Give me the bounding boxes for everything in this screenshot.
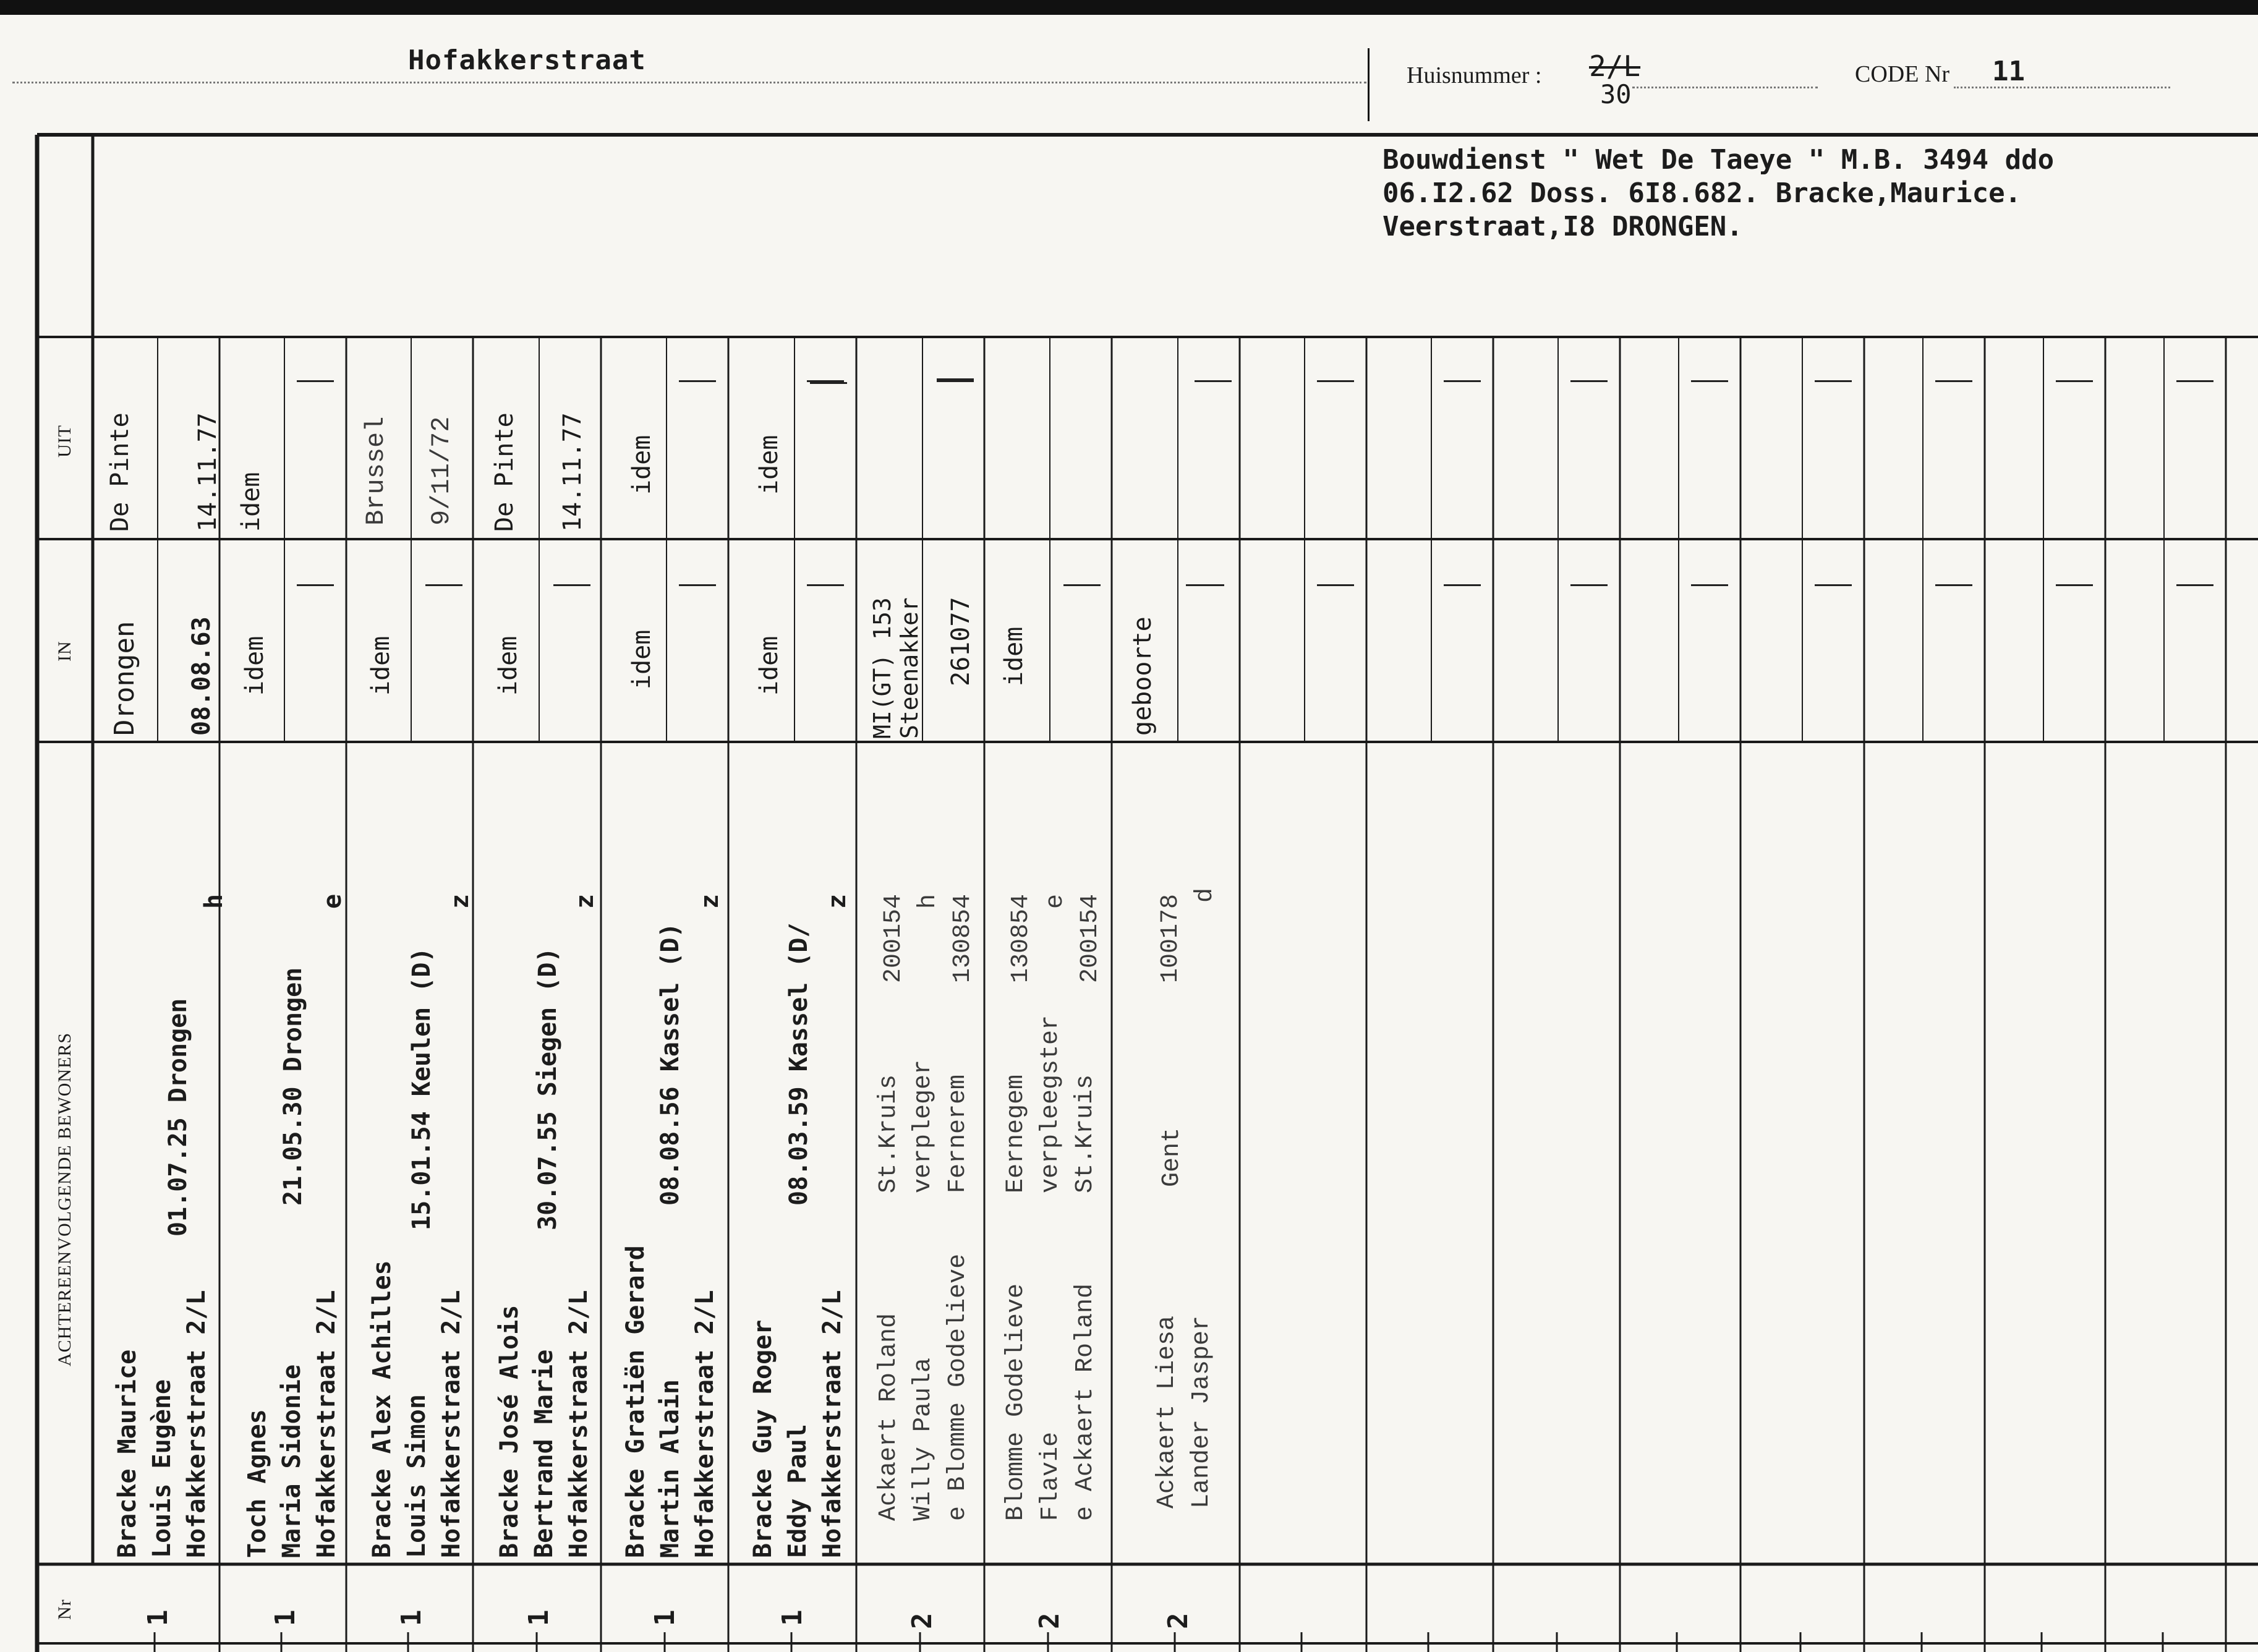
column-header-bewoners: ACHTEREENVOLGENDE BEWONERS [54,1032,75,1366]
resident-name-1: Toch Agnes [243,1409,271,1558]
resident-address: Hofakkerstraat 2/L [312,1290,341,1558]
street-name: Hofakkerstraat [408,45,646,76]
resident-name-1: Blomme Godelieve [1002,1283,1030,1521]
resident-address: Hofakkerstraat 2/L [691,1290,719,1558]
empty-in-dash [1815,584,1852,586]
row-number: 2 [1034,1612,1065,1629]
profession: verpleger [910,1059,937,1193]
uit-date: 14.11.77 [194,412,222,532]
in-place: MI(GT) 153 Steenakker [869,597,923,739]
birth-info: 08.03.59 Kassel (D/ [785,922,813,1206]
resident-name-2: Lander Jasper [1188,1315,1216,1509]
uit-date-dash [297,380,334,382]
in-date-dash [807,584,844,586]
profession: verpleegster [1037,1015,1065,1193]
resident-name-1: Bracke Maurice [113,1349,142,1558]
uit-date: 14.11.77 [558,412,587,532]
birth-place: Gent [1158,1127,1186,1187]
empty-uit-dash [1815,380,1852,382]
empty-uit-dash [1195,380,1232,382]
huisnummer-label: Huisnummer : [1407,62,1542,88]
huisnummer-new: 30 [1600,79,1632,109]
marital-mark: z [823,893,851,909]
empty-in-dash [2056,584,2093,586]
resident-address: Hofakkerstraat 2/L [564,1290,593,1558]
empty-in-dash [1317,584,1354,586]
empty-in-dash [2176,584,2213,586]
spouse-birth-place: Fernerem [944,1074,972,1193]
uit-place: idem [755,435,783,495]
marital-mark: h [914,893,942,909]
empty-in-dash [1935,584,1972,586]
birth-date: 130854 [1007,893,1035,983]
in-place: idem [755,636,783,696]
note-line-3: Veerstraat,I8 DRONGEN. [1382,211,1743,242]
birth-place: Eernegem [1002,1074,1030,1193]
huisnummer-old: 2/L [1589,49,1641,83]
birth-date: 200154 [880,893,908,983]
birth-info: 01.07.25 Drongen [164,998,192,1237]
resident-name-2: Maria Sidonie [278,1364,306,1558]
resident-address: Hofakkerstraat 2/L [818,1290,846,1558]
in-place: geboorte [1128,616,1157,736]
uit-place: De Pinte [490,412,519,532]
in-date: 261077 [947,597,975,686]
spouse-birth-date: 200154 [1076,893,1104,983]
uit-date-dash [937,380,974,382]
uit-place: idem [628,435,656,495]
birth-info: 08.08.56 Kassel (D) [656,922,684,1206]
uit-place-dash [937,378,974,380]
birth-place: St.Kruis [875,1074,903,1193]
row-number: 2 [906,1612,938,1629]
in-place: idem [367,636,395,696]
resident-name-1: Ackaert Roland [875,1313,903,1521]
resident-name-2: Louis Eugène [148,1379,176,1558]
in-date-dash [553,584,590,586]
uit-place: De Pinte [106,412,134,532]
marital-mark: e [318,893,347,909]
birth-info: 15.01.54 Keulen (D) [407,947,436,1230]
empty-uit-dash [1935,380,1972,382]
column-header-nr: Nr [54,1599,75,1620]
resident-name-3: e Ackaert Roland [1071,1283,1099,1521]
resident-name-3: e Blomme Godelieve [944,1253,972,1521]
resident-name-2: Flavie [1037,1431,1065,1521]
row-number: 1 [523,1609,555,1626]
birth-info: 21.05.30 Drongen [279,967,307,1206]
empty-in-dash [1444,584,1481,586]
row-number: 1 [142,1609,174,1626]
in-place: idem [1000,626,1028,686]
in-date: 08.08.63 [187,616,216,736]
resident-name-2: Louis Simon [403,1394,431,1558]
column-header-uit: UIT [54,425,75,458]
spouse-birth-date: 130854 [949,893,977,983]
note-line-2: 06.I2.62 Doss. 6I8.682. Bracke,Maurice. [1382,177,2022,209]
empty-uit-dash [2056,380,2093,382]
marital-mark: e [1042,893,1070,909]
marital-mark: z [696,893,724,909]
uit-place: idem [237,472,265,532]
resident-name-1: Bracke Gratiën Gerard [621,1245,650,1558]
resident-name-2: Martin Alain [656,1379,684,1558]
note-line-1: Bouwdienst " Wet De Taeye " M.B. 3494 ddo [1382,144,2055,176]
column-header-in: IN [54,641,75,662]
in-date-dash [297,584,334,586]
empty-uit-dash [1691,380,1728,382]
spouse-birth-place: St.Kruis [1071,1074,1099,1193]
in-place: idem [628,629,656,689]
resident-name-1: Bracke José Alois [495,1305,524,1558]
resident-name-1: Bracke Guy Roger [749,1319,777,1558]
birth-date: 100178 [1157,893,1185,983]
row-number: 1 [777,1609,808,1626]
resident-address: Hofakkerstraat 2/L [182,1290,211,1558]
resident-name-1: Ackaert Liesa [1153,1315,1181,1509]
marital-mark: d [1191,887,1219,903]
in-place: idem [494,636,522,696]
in-place: Drongen [109,621,140,736]
resident-name-2: Willy Paula [910,1357,937,1521]
empty-in-dash [1186,584,1223,586]
empty-uit-dash [1444,380,1481,382]
empty-in-dash [1691,584,1728,586]
marital-mark: z [571,893,599,909]
uit-place-dash [810,382,847,384]
in-place: idem [241,636,269,696]
empty-uit-dash [1317,380,1354,382]
marital-mark: z [446,893,474,909]
uit-date-dash [679,380,716,382]
empty-uit-dash [2176,380,2213,382]
code-label: CODE Nr [1855,61,1950,87]
uit-date: 9/11/72 [427,416,456,526]
row-number: 1 [649,1609,681,1626]
empty-in-dash [1570,584,1608,586]
row-number: 1 [396,1609,427,1626]
empty-uit-dash [1570,380,1608,382]
resident-name-2: Bertrand Marie [530,1349,558,1558]
row-number: 1 [270,1609,301,1626]
in-date-dash [1063,584,1101,586]
in-date-dash [679,584,716,586]
code-value: 11 [1992,56,2025,87]
in-date-dash [425,584,462,586]
resident-name-1: Bracke Alex Achilles [368,1260,396,1558]
row-number: 2 [1162,1612,1194,1629]
resident-name-2: Eddy Paul [783,1424,812,1558]
birth-info: 30.07.55 Siegen (D) [534,947,562,1230]
marital-mark: h [200,893,228,909]
resident-address: Hofakkerstraat 2/L [437,1290,466,1558]
uit-place: Brussel [361,416,391,526]
